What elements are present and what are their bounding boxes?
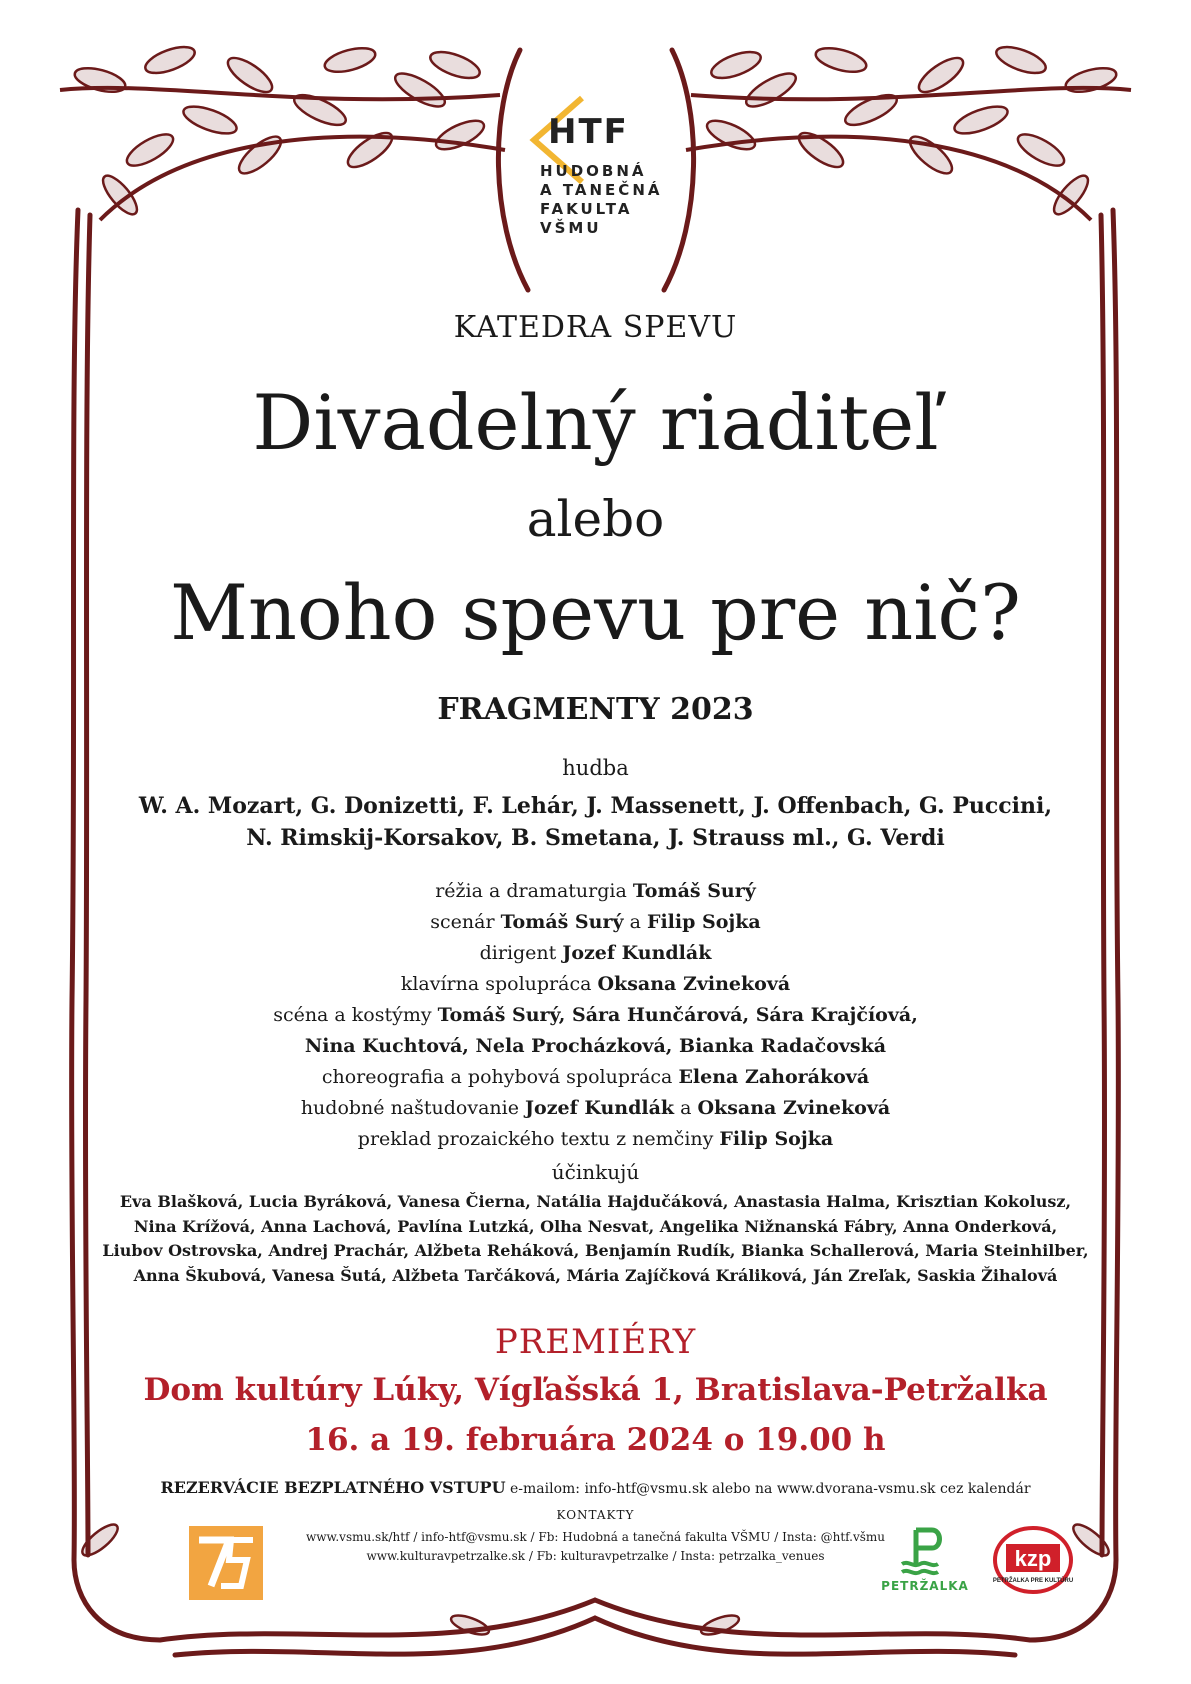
petrzalka-logo-label: PETRŽALKA <box>881 1579 969 1593</box>
premieres-heading: PREMIÉRY <box>494 1322 697 1362</box>
kzp-logo-subtext: PETRŽALKA PRE KULTÚRU <box>992 1578 1074 1584</box>
credit-row: klavírna spolupráca Oksana Zvineková <box>400 973 791 995</box>
reservation-label: REZERVÁCIE BEZPLATNÉHO VSTUPU <box>160 1478 506 1497</box>
kzp-logo-icon <box>992 1526 1074 1598</box>
credit-row: Nina Kuchtová, Nela Procházková, Bianka Radačovská <box>304 1035 887 1057</box>
performers-list <box>80 1190 1111 1288</box>
composers-line-2: N. Rimskij-Korsakov, B. Smetana, J. Strauss ml., G. Verdi <box>246 825 945 851</box>
logo-line-1: HUDOBNÁ <box>540 162 647 180</box>
kzp-logo-text: kzp <box>1014 1546 1052 1571</box>
performers-line: Nina Krížová, Anna Lachová, Pavlína Lutzká, Olha Nesvat, Angelika Nižnanská Fábry, Anna Onderková, <box>133 1216 1058 1236</box>
htf-logo-wordmark: HTF <box>548 112 629 152</box>
contacts-heading: KONTAKTY <box>556 1508 635 1522</box>
contacts-line-1: www.vsmu.sk/htf / info-htf@vsmu.sk / Fb: Hudobná a tanečná fakulta VŠMU / Insta: @htf.všmu <box>305 1530 886 1544</box>
credit-row: scenár Tomáš Surý a Filip Sojka <box>430 911 761 933</box>
credits-list <box>80 876 1111 1155</box>
reservation-text: e-mailom: info-htf@vsmu.sk alebo na www.dvorana-vsmu.sk cez kalendár <box>505 1481 1031 1497</box>
subtitle: FRAGMENTY 2023 <box>437 692 754 727</box>
credit-row: choreografia a pohybová spolupráca Elena Zahoráková <box>321 1066 870 1088</box>
performers-line: Liubov Ostrovska, Andrej Prachár, Alžbeta Reháková, Benjamín Rudík, Bianka Schallerová, Maria Steinhilber, <box>102 1241 1089 1260</box>
credit-row: scéna a kostýmy Tomáš Surý, Sára Hunčárová, Sára Krajčíová, <box>273 1004 918 1026</box>
premieres-date: 16. a 19. februára 2024 o 19.00 h <box>305 1422 886 1458</box>
performers-label: účinkujú <box>551 1160 640 1184</box>
title-line-2: alebo <box>526 490 665 548</box>
anniversary-75-logo-icon <box>189 1526 263 1600</box>
credit-row: hudobné naštudovanie Jozef Kundlák a Oksana Zvineková <box>300 1097 891 1119</box>
composers-line-1: W. A. Mozart, G. Donizetti, F. Lehár, J. Massenett, J. Offenbach, G. Puccini, <box>138 793 1053 819</box>
credit-row: dirigent Jozef Kundlák <box>479 942 712 964</box>
credit-row: réžia a dramaturgia Tomáš Surý <box>435 880 756 902</box>
logo-line-3: FAKULTA <box>540 200 633 218</box>
performers-line: Anna Škubová, Vanesa Šutá, Alžbeta Tarčáková, Mária Zajíčková Králiková, Ján Zreľak, Saskia Žihalová <box>133 1265 1058 1285</box>
credit-row: preklad prozaického textu z nemčiny Filip Sojka <box>357 1128 834 1150</box>
htf-logo-text <box>540 162 662 238</box>
title-line-3: Mnoho spevu pre nič? <box>170 568 1021 657</box>
music-label: hudba <box>562 756 629 780</box>
reservation-info <box>80 1478 1111 1497</box>
premieres-venue: Dom kultúry Lúky, Vígľašská 1, Bratislava-Petržalka <box>143 1372 1048 1408</box>
contacts-line-2: www.kulturavpetrzalke.sk / Fb: kulturavpetrzalke / Insta: petrzalka_venues <box>366 1549 825 1563</box>
logo-line-4: VŠMU <box>540 219 602 237</box>
department-heading: KATEDRA SPEVU <box>453 310 738 345</box>
logo-line-2: A TANEČNÁ <box>540 181 663 199</box>
composers-list <box>80 790 1111 854</box>
title-line-1: Divadelný riaditeľ <box>252 378 939 467</box>
performers-line: Eva Blašková, Lucia Byráková, Vanesa Čierna, Natália Hajdučáková, Anastasia Halma, Krisztian Kokolusz, <box>119 1192 1072 1211</box>
